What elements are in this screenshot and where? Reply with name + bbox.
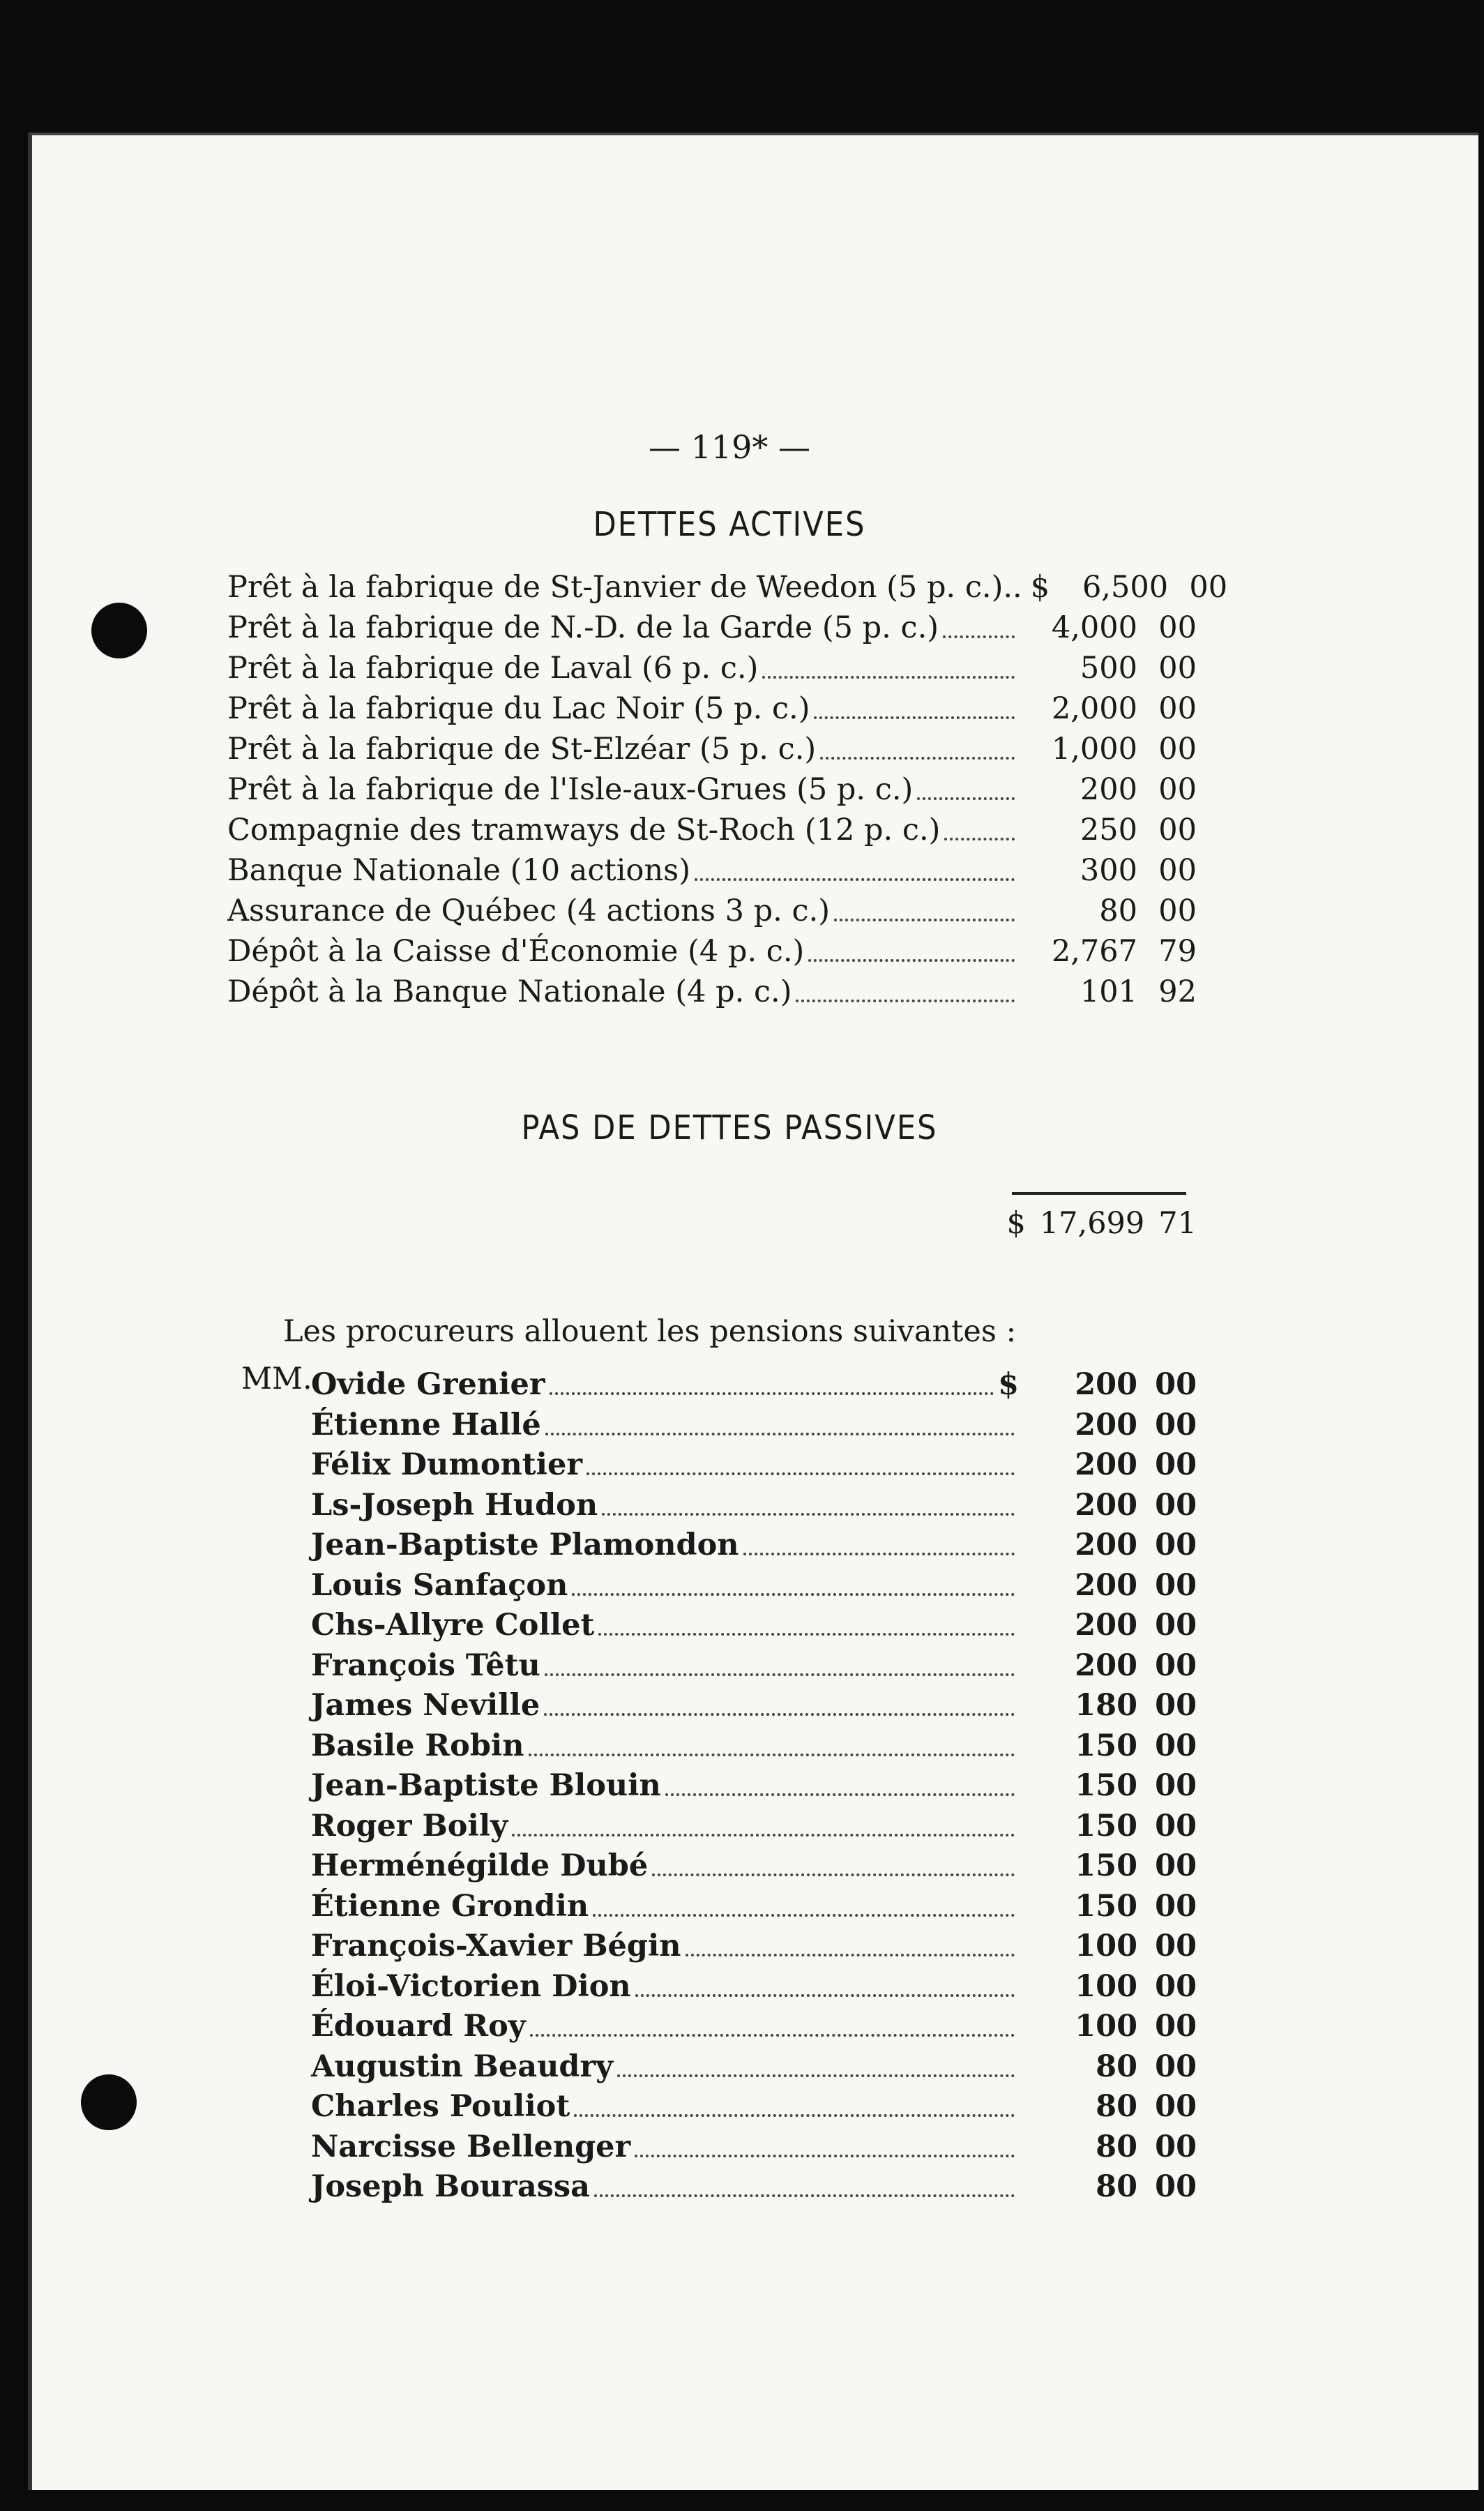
amount-dollars: 200 (1075, 1367, 1137, 1402)
pension-row (311, 1923, 1197, 1963)
leader-dots (545, 1673, 1015, 1676)
amount-dollars: 150 (1075, 1848, 1137, 1883)
pension-label: Herménégilde Dubé (311, 1848, 649, 1883)
amount-cents: 00 (1155, 2089, 1197, 2124)
pension-amount (1019, 2009, 1197, 2044)
amount-cents: 00 (1155, 1407, 1197, 1442)
leader-dots (665, 1793, 1015, 1796)
pension-row (311, 1723, 1197, 1763)
amount-cents: 00 (1155, 1487, 1197, 1523)
amount-dollars: 200 (1080, 772, 1137, 807)
active-debt-amount (1019, 691, 1197, 726)
amount-cents: 00 (1155, 1848, 1197, 1883)
amount-cents: 00 (1158, 893, 1197, 928)
active-debt-label: Prêt à la fabrique de N.-D. de la Garde (5 p. c.) (227, 610, 939, 645)
amount-cents: 00 (1155, 1608, 1197, 1643)
amount-dollars: 100 (1075, 1968, 1137, 2004)
pension-row (311, 2164, 1197, 2204)
amount-cents: 92 (1158, 974, 1197, 1009)
pension-label: Félix Dumontier (311, 1447, 583, 1482)
page-number: — 119* — (648, 428, 811, 466)
pension-row (311, 1843, 1197, 1883)
pension-amount (1019, 2089, 1197, 2124)
active-debt-row (227, 726, 1197, 767)
amount-cents: 00 (1158, 691, 1197, 726)
amount-cents: 00 (1158, 732, 1197, 767)
pension-row (311, 2124, 1197, 2164)
leader-dots (544, 1713, 1015, 1716)
pension-label: Joseph Bourassa (311, 2169, 590, 2204)
pension-amount (1019, 2049, 1197, 2084)
active-debt-amount (1019, 813, 1197, 847)
amount-dollars: 200 (1075, 1567, 1137, 1603)
pension-amount (1019, 2169, 1197, 2204)
active-debt-label: Prêt à la fabrique de l'Isle-aux-Grues (5 p. c.) (227, 772, 914, 807)
pension-amount (998, 1367, 1197, 1402)
total-rule (1012, 1192, 1186, 1195)
amount-cents: 00 (1158, 853, 1197, 888)
amount-cents: 79 (1158, 934, 1197, 969)
leader-dots (635, 1994, 1015, 1997)
active-debt-label: Dépôt à la Caisse d'Économie (4 p. c.) (227, 934, 805, 969)
pension-label: Éloi-Victorien Dion (311, 1968, 631, 2004)
leader-dots (917, 797, 1015, 800)
pension-amount (1019, 1848, 1197, 1883)
amount-cents: 00 (1155, 1888, 1197, 1924)
leader-dots (695, 878, 1015, 881)
pension-label: Étienne Grondin (311, 1888, 589, 1924)
active-debt-label: Prêt à la fabrique de St-Janvier de Weedon (5 p. c.).. (227, 570, 1022, 605)
amount-dollars: 6,500 (1082, 570, 1169, 605)
pension-label: Édouard Roy (311, 2009, 526, 2044)
amount-cents: 00 (1155, 1768, 1197, 1803)
total-cents: 71 (1158, 1206, 1197, 1241)
active-debt-row (227, 564, 1228, 605)
leader-dots (530, 2034, 1015, 2037)
pension-row (311, 2083, 1197, 2124)
amount-dollars: 1,000 (1051, 732, 1137, 767)
amount-cents: 00 (1155, 1647, 1197, 1683)
pension-label: Jean-Baptiste Blouin (311, 1768, 661, 1803)
leader-dots (512, 1834, 1015, 1837)
amount-dollars: 80 (1096, 2129, 1137, 2164)
pension-amount (1019, 1648, 1197, 1683)
pension-label: Ovide Grenier (311, 1367, 545, 1402)
pension-amount (1019, 2129, 1197, 2164)
pension-amount (1019, 1889, 1197, 1924)
pension-row (311, 1803, 1197, 1843)
leader-dots (594, 2194, 1015, 2197)
active-debt-amount (1019, 651, 1197, 686)
active-debt-label: Compagnie des tramways de St-Roch (12 p. c.) (227, 813, 941, 847)
amount-cents: 00 (1155, 1929, 1197, 1963)
active-debt-amount (1019, 853, 1197, 888)
pension-amount (1019, 1768, 1197, 1803)
leader-dots (796, 1000, 1015, 1002)
amount-dollars: 300 (1080, 853, 1137, 888)
leader-dots (602, 1513, 1015, 1516)
pension-label: Augustin Beaudry (311, 2049, 614, 2084)
amount-dollars: 80 (1096, 2169, 1137, 2204)
leader-dots (820, 757, 1015, 760)
leader-dots (545, 1433, 1015, 1435)
amount-dollars: 180 (1075, 1688, 1137, 1723)
total-dollars: 17,699 (1039, 1206, 1145, 1241)
pension-amount (1019, 1408, 1197, 1442)
pension-label: Charles Pouliot (311, 2089, 570, 2124)
active-debt-row (227, 807, 1197, 847)
pension-row (311, 1402, 1197, 1442)
amount-dollars: 200 (1075, 1487, 1137, 1523)
active-debt-row (227, 645, 1197, 686)
pension-row (311, 1362, 1197, 1402)
amount-dollars: 150 (1075, 1728, 1137, 1763)
leader-dots (943, 635, 1015, 638)
pension-amount (1019, 1809, 1197, 1843)
active-debt-amount (1019, 610, 1197, 645)
amount-dollars: 200 (1075, 1608, 1137, 1643)
pension-row (311, 1562, 1197, 1603)
leader-dots (574, 2114, 1015, 2117)
pensions-prefix: MM. (241, 1362, 312, 1396)
active-debt-amount (1019, 893, 1197, 928)
amount-cents: 00 (1155, 1447, 1197, 1482)
amount-dollars: 100 (1075, 2009, 1137, 2044)
amount-dollars: 2,767 (1051, 934, 1137, 969)
pension-label: François Têtu (311, 1647, 540, 1683)
active-debt-amount (1019, 772, 1197, 807)
active-debt-amount (1019, 732, 1197, 767)
amount-cents: 00 (1155, 2049, 1197, 2084)
active-debt-label: Prêt à la fabrique de St-Elzéar (5 p. c.) (227, 732, 817, 767)
pension-row (311, 1602, 1197, 1643)
pension-label: Jean-Baptiste Plamondon (311, 1528, 739, 1562)
leader-dots (617, 2074, 1015, 2077)
pension-row (311, 1482, 1197, 1523)
pension-label: Chs-Allyre Collet (311, 1608, 595, 1643)
amount-cents: 00 (1155, 1808, 1197, 1843)
leader-dots (586, 1472, 1015, 1475)
amount-cents: 00 (1155, 1367, 1197, 1402)
amount-cents: 00 (1155, 2129, 1197, 2164)
leader-dots (808, 959, 1015, 962)
leader-dots (598, 1633, 1015, 1636)
pension-row (311, 1963, 1197, 2004)
amount-dollars: 200 (1075, 1647, 1137, 1683)
total-currency: $ (1006, 1206, 1026, 1241)
pension-row (311, 1522, 1197, 1562)
punch-hole-icon (81, 2074, 137, 2130)
currency-symbol: $ (1030, 570, 1050, 605)
amount-cents: 00 (1155, 1728, 1197, 1763)
amount-dollars: 80 (1096, 2089, 1137, 2124)
active-debt-label: Prêt à la fabrique du Lac Noir (5 p. c.) (227, 691, 810, 726)
active-debt-label: Prêt à la fabrique de Laval (6 p. c.) (227, 651, 759, 686)
pension-label: Narcisse Bellenger (311, 2129, 631, 2164)
active-debts-heading: DETTES ACTIVES (593, 505, 866, 544)
passive-debts-heading: PAS DE DETTES PASSIVES (521, 1108, 938, 1147)
amount-dollars: 500 (1080, 651, 1137, 686)
amount-cents: 00 (1155, 2169, 1197, 2204)
leader-dots (572, 1593, 1015, 1596)
amount-dollars: 80 (1099, 893, 1137, 928)
pensions-intro: Les procureurs allouent les pensions suivantes : (283, 1314, 1017, 1349)
amount-dollars: 2,000 (1051, 691, 1137, 726)
leader-dots (550, 1392, 994, 1395)
pension-amount (1019, 1568, 1197, 1603)
active-debt-row (227, 847, 1197, 888)
active-debt-amount (1019, 974, 1197, 1009)
active-debt-row (227, 605, 1197, 645)
pension-amount (1019, 1608, 1197, 1643)
pension-row (311, 1883, 1197, 1924)
pension-amount (1019, 1728, 1197, 1763)
amount-dollars: 150 (1075, 1808, 1137, 1843)
amount-cents: 00 (1158, 651, 1197, 686)
amount-cents: 00 (1155, 1528, 1197, 1562)
pension-row (311, 1643, 1197, 1683)
amount-dollars: 200 (1075, 1528, 1137, 1562)
leader-dots (686, 1954, 1015, 1956)
pension-amount (1019, 1929, 1197, 1963)
amount-cents: 00 (1155, 1567, 1197, 1603)
active-debt-label: Dépôt à la Banque Nationale (4 p. c.) (227, 974, 792, 1009)
pension-amount (1019, 1447, 1197, 1482)
leader-dots (814, 716, 1015, 719)
amount-cents: 00 (1155, 2009, 1197, 2044)
pension-label: Roger Boily (311, 1808, 508, 1843)
amount-dollars: 100 (1075, 1929, 1137, 1963)
active-debt-row (227, 767, 1197, 807)
amount-cents: 00 (1158, 813, 1197, 847)
active-debt-amount (1031, 570, 1227, 605)
amount-dollars: 200 (1075, 1447, 1137, 1482)
active-debt-amount (1019, 934, 1197, 969)
amount-cents: 00 (1189, 570, 1228, 605)
active-debt-row (227, 969, 1197, 1009)
pension-row (311, 2044, 1197, 2084)
pension-row (311, 1763, 1197, 1803)
amount-dollars: 150 (1075, 1888, 1137, 1924)
amount-dollars: 150 (1075, 1768, 1137, 1803)
active-debt-row (227, 686, 1197, 726)
amount-cents: 00 (1158, 610, 1197, 645)
leader-dots (743, 1553, 1015, 1555)
active-debt-label: Assurance de Québec (4 actions 3 p. c.) (227, 893, 831, 928)
leader-dots (529, 1754, 1015, 1756)
leader-dots (593, 1914, 1015, 1917)
amount-cents: 00 (1155, 1688, 1197, 1723)
active-total (1005, 1206, 1197, 1241)
active-debt-label: Banque Nationale (10 actions) (227, 853, 690, 888)
amount-dollars: 101 (1080, 974, 1137, 1009)
leader-dots (635, 2155, 1015, 2157)
pension-label: Basile Robin (311, 1728, 524, 1763)
amount-dollars: 250 (1080, 813, 1137, 847)
pension-amount (1019, 1969, 1197, 2004)
active-debt-row (227, 928, 1197, 969)
amount-dollars: 200 (1075, 1407, 1137, 1442)
amount-cents: 00 (1158, 772, 1197, 807)
active-debt-row (227, 888, 1197, 928)
amount-cents: 00 (1155, 1968, 1197, 2004)
amount-dollars: 80 (1096, 2049, 1137, 2084)
pension-row (311, 1442, 1197, 1482)
pension-label: Louis Sanfaçon (311, 1567, 568, 1603)
pension-amount (1019, 1688, 1197, 1723)
pension-amount (1019, 1528, 1197, 1562)
punch-hole-icon (91, 603, 147, 658)
leader-dots (834, 919, 1015, 921)
pension-label: Ls-Joseph Hudon (311, 1487, 598, 1523)
document-page (28, 133, 1478, 2490)
leader-dots (944, 838, 1015, 840)
pension-row (311, 1682, 1197, 1723)
pension-label: François-Xavier Bégin (311, 1929, 681, 1963)
pension-row (311, 2003, 1197, 2044)
amount-dollars: 4,000 (1051, 610, 1137, 645)
leader-dots (762, 676, 1015, 679)
currency-symbol: $ (998, 1367, 1019, 1402)
pension-label: James Neville (311, 1688, 540, 1723)
leader-dots (652, 1873, 1015, 1876)
pension-amount (1019, 1488, 1197, 1523)
pension-label: Étienne Hallé (311, 1407, 541, 1442)
